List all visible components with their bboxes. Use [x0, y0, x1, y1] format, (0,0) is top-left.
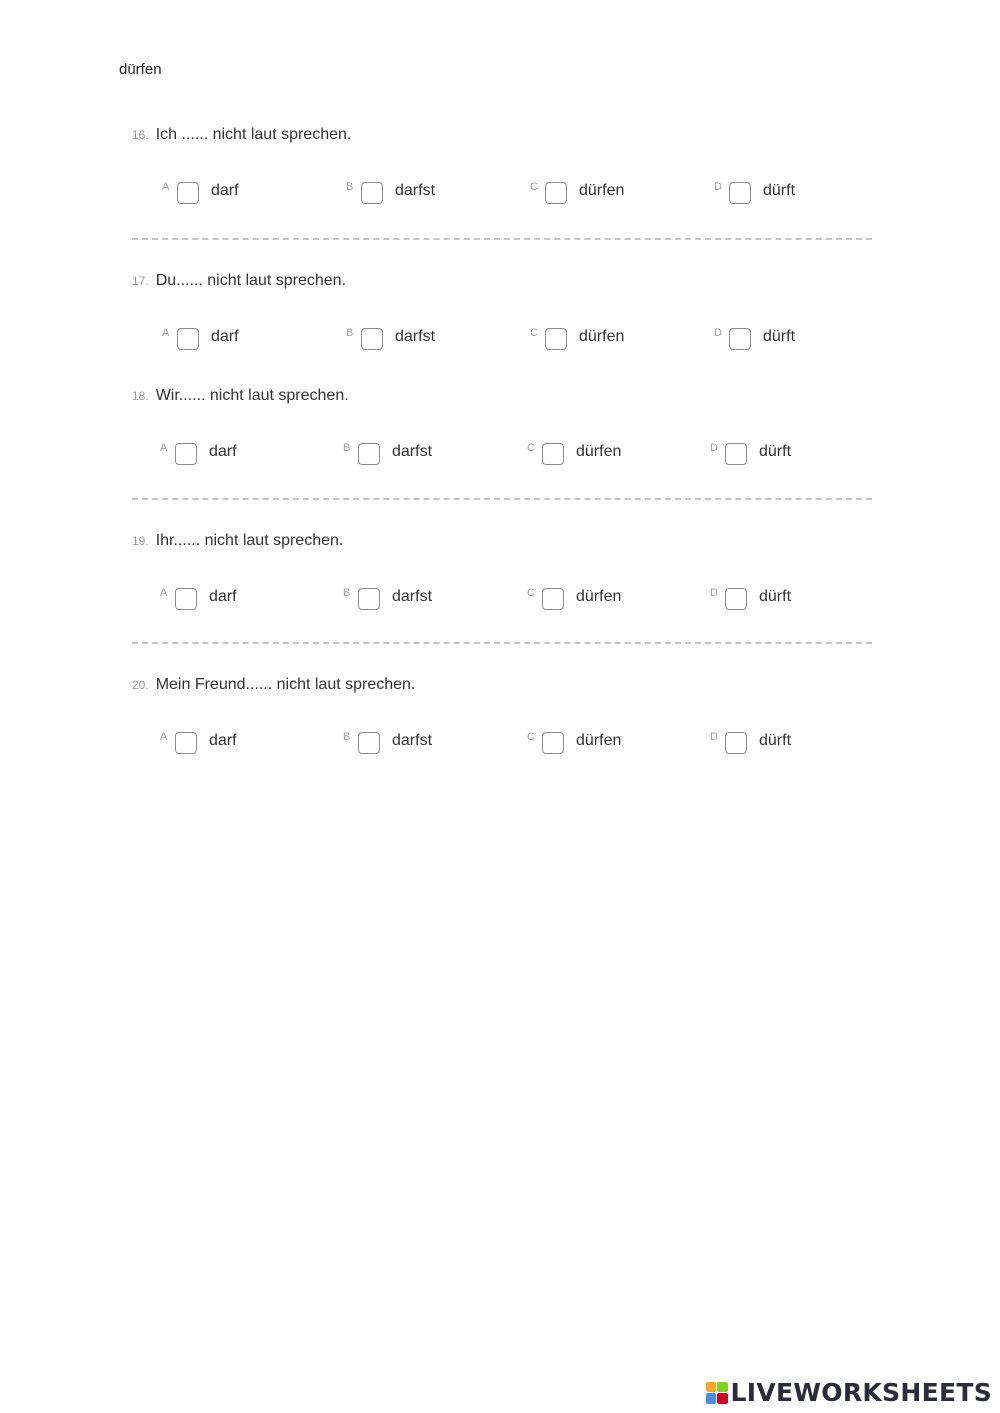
dashed-divider [132, 498, 872, 500]
option-text: darf [211, 328, 239, 345]
option-b[interactable] [346, 180, 435, 206]
option-b[interactable] [343, 586, 432, 612]
answer-checkbox[interactable] [177, 328, 199, 350]
option-letter: B [343, 442, 351, 454]
option-text: darf [209, 588, 237, 605]
answer-checkbox[interactable] [177, 182, 199, 204]
option-d[interactable] [714, 180, 795, 206]
question-19 [132, 532, 872, 622]
question-18 [132, 387, 872, 477]
option-c[interactable] [527, 730, 621, 756]
option-text: darfst [392, 732, 433, 749]
answer-checkbox[interactable] [545, 182, 567, 204]
option-letter: A [162, 327, 170, 339]
option-letter: A [160, 442, 168, 454]
question-17 [132, 272, 872, 362]
question-text: Du...... nicht laut sprechen. [155, 272, 347, 289]
option-text: dürft [763, 182, 796, 199]
answer-checkbox[interactable] [175, 588, 197, 610]
answer-checkbox[interactable] [358, 588, 380, 610]
option-a[interactable] [160, 441, 237, 467]
answer-checkbox[interactable] [175, 443, 197, 465]
option-text: dürft [759, 443, 792, 460]
question-text: Mein Freund...... nicht laut sprechen. [155, 676, 416, 693]
answer-checkbox[interactable] [358, 732, 380, 754]
answer-checkbox[interactable] [725, 732, 747, 754]
question-text: Ihr...... nicht laut sprechen. [155, 532, 344, 549]
option-text: dürfen [576, 732, 622, 749]
option-letter: D [710, 442, 718, 454]
answer-checkbox[interactable] [542, 588, 564, 610]
option-letter: A [162, 181, 170, 193]
answer-checkbox[interactable] [175, 732, 197, 754]
option-text: dürfen [579, 328, 625, 345]
option-a[interactable] [162, 326, 239, 352]
option-text: darf [211, 182, 239, 199]
question-number: 19. [132, 534, 149, 548]
option-a[interactable] [160, 586, 237, 612]
option-letter: B [343, 731, 351, 743]
option-letter: A [160, 731, 168, 743]
option-b[interactable] [343, 730, 432, 756]
option-letter: C [527, 731, 535, 743]
answer-checkbox[interactable] [542, 443, 564, 465]
answer-checkbox[interactable] [729, 182, 751, 204]
option-c[interactable] [527, 441, 621, 467]
option-letter: D [714, 181, 722, 193]
option-text: dürfen [576, 588, 622, 605]
option-letter: A [160, 587, 168, 599]
option-text: darfst [392, 588, 433, 605]
question-16 [132, 126, 872, 216]
option-b[interactable] [346, 326, 435, 352]
option-text: darfst [395, 328, 436, 345]
question-number: 18. [132, 389, 149, 403]
answer-checkbox[interactable] [545, 328, 567, 350]
question-text: Wir...... nicht laut sprechen. [155, 387, 349, 404]
option-text: dürft [759, 588, 792, 605]
option-a[interactable] [160, 730, 237, 756]
option-letter: C [530, 181, 538, 193]
option-letter: C [527, 587, 535, 599]
liveworksheets-logo-icon [706, 1382, 728, 1404]
option-d[interactable] [714, 326, 795, 352]
option-letter: B [346, 327, 354, 339]
option-d[interactable] [710, 730, 791, 756]
question-number: 17. [132, 274, 149, 288]
question-text: Ich ...... nicht laut sprechen. [155, 126, 352, 143]
answer-checkbox[interactable] [358, 443, 380, 465]
option-d[interactable] [710, 441, 791, 467]
answer-checkbox[interactable] [361, 328, 383, 350]
option-text: darf [209, 732, 237, 749]
option-b[interactable] [343, 441, 432, 467]
option-letter: D [710, 587, 718, 599]
question-20 [132, 676, 872, 766]
answer-checkbox[interactable] [361, 182, 383, 204]
option-letter: D [710, 731, 718, 743]
option-text: darfst [395, 182, 436, 199]
option-text: dürfen [576, 443, 622, 460]
answer-checkbox[interactable] [542, 732, 564, 754]
answer-checkbox[interactable] [729, 328, 751, 350]
answer-checkbox[interactable] [725, 443, 747, 465]
page-heading: dürfen [119, 61, 162, 78]
option-text: dürft [759, 732, 792, 749]
dashed-divider [132, 642, 872, 644]
option-a[interactable] [162, 180, 239, 206]
option-text: dürft [763, 328, 796, 345]
brand-name: LIVEWORKSHEETS [730, 1378, 992, 1407]
dashed-divider [132, 238, 872, 240]
option-letter: D [714, 327, 722, 339]
question-number: 20. [132, 678, 149, 692]
option-c[interactable] [530, 326, 624, 352]
answer-checkbox[interactable] [725, 588, 747, 610]
question-number: 16. [132, 128, 149, 142]
option-text: darfst [392, 443, 433, 460]
option-letter: B [346, 181, 354, 193]
liveworksheets-brand [706, 1378, 992, 1407]
option-letter: C [527, 442, 535, 454]
option-c[interactable] [530, 180, 624, 206]
option-letter: B [343, 587, 351, 599]
option-d[interactable] [710, 586, 791, 612]
option-letter: C [530, 327, 538, 339]
option-c[interactable] [527, 586, 621, 612]
option-text: dürfen [579, 182, 625, 199]
option-text: darf [209, 443, 237, 460]
